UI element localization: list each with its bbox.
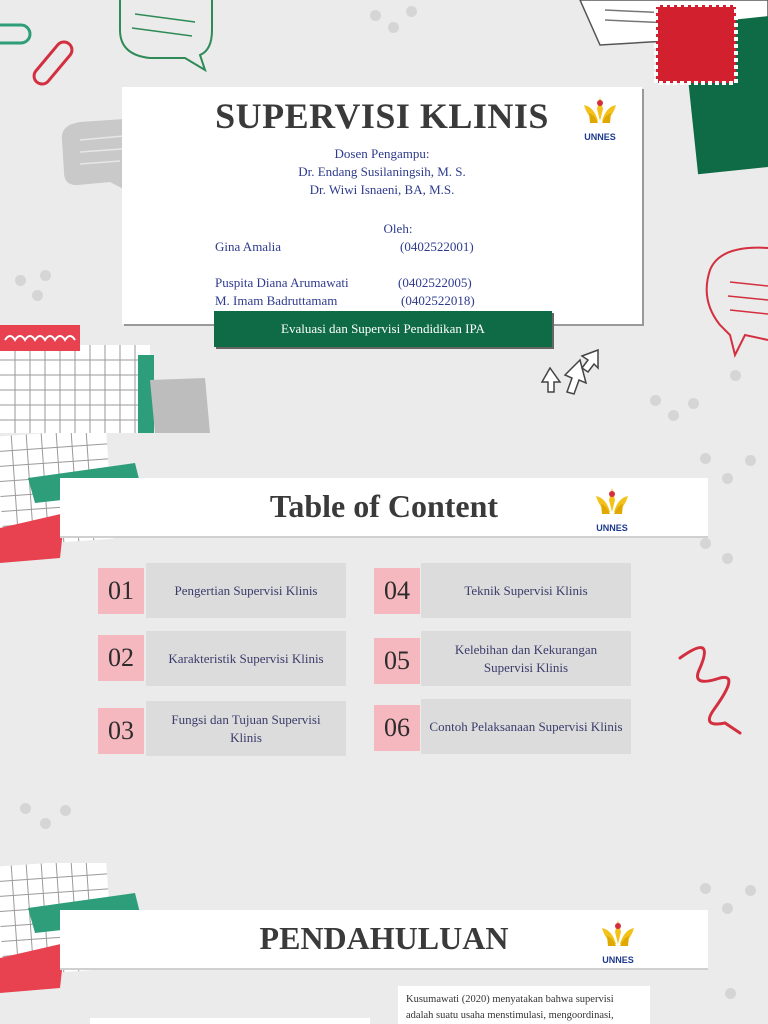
lecturer-name: Dr. Wiwi Isnaeni, BA, M.S.: [309, 182, 455, 197]
cursor-arrows-icon: [542, 350, 598, 394]
speech-bubble-icon: [120, 0, 212, 70]
toc-number: 06: [374, 705, 420, 751]
lecturer-block: [122, 145, 642, 199]
toc-item-label[interactable]: Kelebihan dan Kekurangan Supervisi Klinis: [421, 631, 631, 686]
paperclip-icon: [0, 25, 75, 87]
stamp-icon: [656, 5, 736, 83]
toc-number: 03: [98, 708, 144, 754]
toc-number: 05: [374, 638, 420, 684]
section-title: PENDAHULUAN: [259, 920, 509, 956]
unnes-logo-icon: [598, 918, 638, 952]
member-id: (0402522018): [401, 293, 475, 308]
member-id: (0402522005): [398, 275, 472, 290]
table-of-content-slide: [0, 433, 768, 863]
unnes-logo-icon: [580, 95, 620, 129]
logo-label: UNNES: [602, 955, 634, 965]
toc-item-label[interactable]: Teknik Supervisi Klinis: [421, 563, 631, 618]
member-name: Gina Amalia: [215, 239, 282, 254]
lecturer-heading: Dosen Pengampu:: [334, 146, 430, 161]
logo-label: UNNES: [596, 523, 628, 533]
unnes-logo-icon: [592, 486, 632, 520]
excerpt-line: adalah suatu usaha menstimulasi, mengoordinasi,: [406, 1010, 614, 1021]
grid-paper: [0, 325, 210, 433]
lecturer-name: Dr. Endang Susilaningsih, M. S.: [298, 164, 466, 179]
university-logo: [598, 918, 638, 965]
section-header: [60, 910, 708, 968]
course-banner: Evaluasi dan Supervisi Pendidikan IPA: [214, 311, 552, 347]
intro-excerpt: [398, 986, 650, 1024]
toc-number: 04: [374, 568, 420, 614]
squiggle-icon: [680, 648, 740, 733]
logo-label: UNNES: [584, 132, 616, 142]
toc-item-label[interactable]: Contoh Pelaksanaan Supervisi Klinis: [421, 699, 631, 754]
toc-number: 01: [98, 568, 144, 614]
slide-title: SUPERVISI KLINIS: [215, 96, 549, 136]
toc-item-label[interactable]: Fungsi dan Tujuan Supervisi Klinis: [146, 701, 346, 756]
university-logo: [592, 486, 632, 533]
toc-number: 02: [98, 635, 144, 681]
member-name: M. Imam Badruttamam: [215, 293, 338, 308]
section-header: [60, 478, 708, 536]
by-label: Oleh:: [383, 221, 413, 236]
title-card: [122, 87, 642, 324]
member-name: Puspita Diana Arumawati: [215, 275, 349, 290]
title-slide: [0, 0, 768, 433]
introduction-slide: [0, 863, 768, 1024]
excerpt-line: Kusumawati (2020) menyatakan bahwa supervisi: [406, 994, 614, 1005]
toc-item-label[interactable]: Pengertian Supervisi Klinis: [146, 563, 346, 618]
chat-bubble-outline-icon: [707, 248, 768, 355]
member-id: (0402522001): [400, 239, 474, 254]
red-tape: [0, 325, 80, 351]
toc-item-label[interactable]: Karakteristik Supervisi Klinis: [146, 631, 346, 686]
section-title: Table of Content: [269, 488, 499, 524]
university-logo: [580, 95, 620, 142]
